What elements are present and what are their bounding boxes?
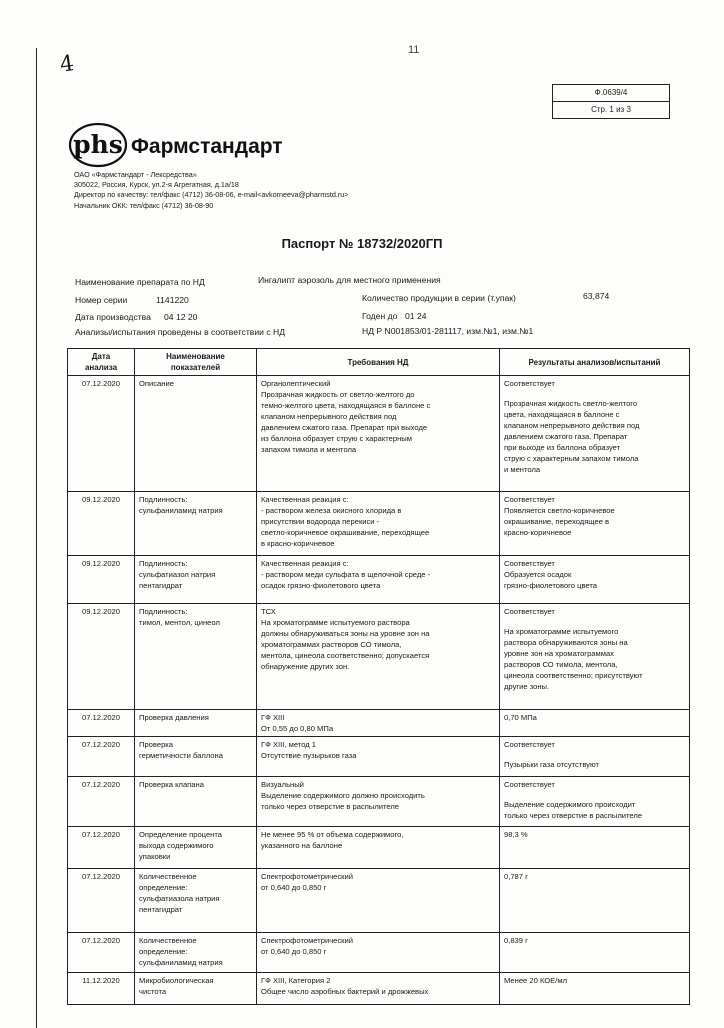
company-address: 305022, Россия, Курск, ул.2-я Агрегатная, д.1а/18 — [74, 180, 239, 190]
drug-label: Наименование препарата по НД — [75, 277, 205, 287]
quality-director-contact: Директор по качеству: тел/факс (4712) 36-08-06, e-mail<avkorneeva@pharmstd.ru> — [74, 190, 349, 200]
table-row — [68, 869, 690, 933]
row-date: 07.12.2020 — [68, 737, 135, 777]
row-name: Микробиологическая чистота — [135, 973, 257, 1005]
row-requirement: ГФ XIII, Категория 2 Общее число аэробных бактерий и дрожжевых — [257, 973, 500, 1005]
row-date: 11.12.2020 — [68, 973, 135, 1005]
row-date: 07.12.2020 — [68, 827, 135, 869]
row-result: Прозрачная жидкость светло-желтого цвета, находящаяся в баллоне с клапаном непрерывного действия под давлением сжатого газа. Препарат при выходе из баллона образует струю с характерным запахом тимола и ментола — [504, 399, 640, 474]
row-result-cell — [500, 376, 690, 492]
table-row — [68, 933, 690, 973]
row-result: Соответствует Появляется светло-коричневое окрашивание, переходящее в красно-коричневое — [500, 492, 690, 556]
logo-mark: phs — [73, 130, 123, 159]
row-result: 98,3 % — [500, 827, 690, 869]
passport-title: Паспорт № 18732/2020ГП — [281, 236, 443, 251]
row-name: Подлинность: сульфаниламид натрия — [135, 492, 257, 556]
row-requirement: Органолептический Прозрачная жидкость от светло-желтого до темно-желтого цвета, находящаяся в баллоне с клапаном непрерывного действия под давлением сжатого газа. Препарат при выходе из баллона образует струю с характерным запахом тимола и ментола — [257, 376, 500, 492]
page-number: 11 — [408, 44, 420, 56]
row-result: Пузырьки газа отсутствуют — [504, 760, 599, 769]
row-requirement: Визуальный Выделение содержимого должно происходить только через отверстие в распылителе — [257, 777, 500, 827]
table-row — [68, 827, 690, 869]
row-date: 09.12.2020 — [68, 492, 135, 556]
form-code: Ф.0639/4 — [594, 88, 628, 97]
row-date: 07.12.2020 — [68, 933, 135, 973]
left-margin-line — [36, 48, 37, 1028]
row-requirement: Качественная реакция с: - раствором железа окисного хлорида в присутствии водорода перекиси - светло-коричневое окрашивание, переходящее в красно-коричневое — [257, 492, 500, 556]
form-page: Стр. 1 из 3 — [553, 101, 669, 118]
col-header-date: Дата анализа — [68, 349, 135, 376]
table-row — [68, 556, 690, 604]
table-row — [68, 710, 690, 737]
row-result: 0,70 МПа — [500, 710, 690, 737]
table-row — [68, 973, 690, 1005]
production-date-label: Дата производства — [75, 312, 151, 322]
logo-name: Фармстандарт — [131, 135, 283, 158]
row-requirement: Спектрофотометрический от 0,640 до 0,850 г — [257, 933, 500, 973]
row-requirement: ГФ XIII, метод 1 Отсутствие пузырьков газа — [257, 737, 500, 777]
row-date: 07.12.2020 — [68, 710, 135, 737]
row-name: Проверка клапана — [135, 777, 257, 827]
row-result: 0,839 г — [500, 933, 690, 973]
col-header-results: Результаты анализов/испытаний — [500, 349, 690, 376]
production-date-value: 04 12 20 — [164, 312, 198, 322]
row-date: 07.12.2020 — [68, 869, 135, 933]
table-row — [68, 492, 690, 556]
drug-value: Ингалипт аэрозоль для местного применения — [258, 275, 441, 285]
row-result-cell — [500, 737, 690, 777]
table-row — [68, 376, 690, 492]
row-result: Соответствует Образуется осадок грязно-фиолетового цвета — [500, 556, 690, 604]
okk-head-contact: Начальник ОКК: тел/факс (4712) 36-08-90 — [74, 200, 214, 210]
row-name: Количественное определение: сульфаниламид натрия — [135, 933, 257, 973]
results-table — [67, 348, 690, 1005]
company-name: ОАО «Фармстандарт - Лексредства» — [74, 170, 197, 179]
row-requirement: Не менее 95 % от объема содержимого, указанного на баллоне — [257, 827, 500, 869]
expiry-label: Годен до — [362, 311, 398, 321]
row-name: Описание — [135, 376, 257, 492]
series-label: Номер серии — [75, 295, 128, 305]
row-date: 09.12.2020 — [68, 556, 135, 604]
table-row — [68, 777, 690, 827]
col-header-name: Наименование показателей — [135, 349, 257, 376]
row-result-head: Соответствует — [504, 607, 555, 616]
row-result: 0,787 г — [500, 869, 690, 933]
row-name: Количественное определение: сульфатиазола натрия пентагидрат — [135, 869, 257, 933]
row-name: Подлинность: сульфатиазол натрия пентагидрат — [135, 556, 257, 604]
quantity-value: 63,874 — [583, 291, 610, 301]
col-header-requirements: Требования НД — [257, 349, 500, 376]
row-requirement: Спектрофотометрический от 0,640 до 0,850 г — [257, 869, 500, 933]
row-requirement: ТСХ На хроматограмме испытуемого раствора должны обнаруживаться зоны на уровне зон на хроматограммах растворов СО тимола, ментола, цинеола соответственно; допускается обнаружение других зон. — [257, 604, 500, 710]
row-requirement: Качественная реакция с: - раствором меди сульфата в щелочной среде - осадок грязно-фиолетового цвета — [257, 556, 500, 604]
table-row — [68, 604, 690, 710]
row-result-head: Соответствует — [504, 379, 555, 388]
row-name: Проверка герметичности баллона — [135, 737, 257, 777]
handwritten-mark: 4 — [58, 51, 76, 78]
expiry-value: 01 24 — [405, 311, 427, 321]
row-result-cell — [500, 777, 690, 827]
row-name: Проверка давления — [135, 710, 257, 737]
row-result: Выделение содержимого происходит только через отверстие в распылителе — [504, 800, 643, 820]
row-name: Определение процента выхода содержимого упаковки — [135, 827, 257, 869]
analysis-basis-value: НД Р N001853/01-281117, изм.№1, изм.№1 — [362, 326, 534, 336]
row-result-head: Соответствует — [504, 740, 555, 749]
row-requirement: ГФ XIII От 0,55 до 0,80 МПа — [257, 710, 500, 737]
analysis-basis-label: Анализы/испытания проведены в соответствии с НД — [75, 327, 286, 337]
series-value: 1141220 — [156, 295, 189, 305]
row-date: 07.12.2020 — [68, 777, 135, 827]
row-result: На хроматограмме испытуемого раствора обнаруживаются зоны на уровне зон на хроматограммах растворов СО тимола, ментола, цинеола соответственно; присутствуют другие зоны. — [504, 627, 643, 691]
row-result: Менее 20 КОЕ/мл — [500, 973, 690, 1005]
row-result-head: Соответствует — [504, 780, 555, 789]
row-result-cell — [500, 604, 690, 710]
form-code-box — [552, 84, 670, 119]
company-info — [74, 170, 394, 211]
table-row — [68, 737, 690, 777]
row-name: Подлинность: тимол, ментол, цинеол — [135, 604, 257, 710]
quantity-label: Количество продукции в серии (т.упак) — [362, 293, 516, 303]
table-header-row — [68, 349, 690, 376]
row-date: 07.12.2020 — [68, 376, 135, 492]
company-logo — [68, 122, 283, 168]
row-date: 09.12.2020 — [68, 604, 135, 710]
